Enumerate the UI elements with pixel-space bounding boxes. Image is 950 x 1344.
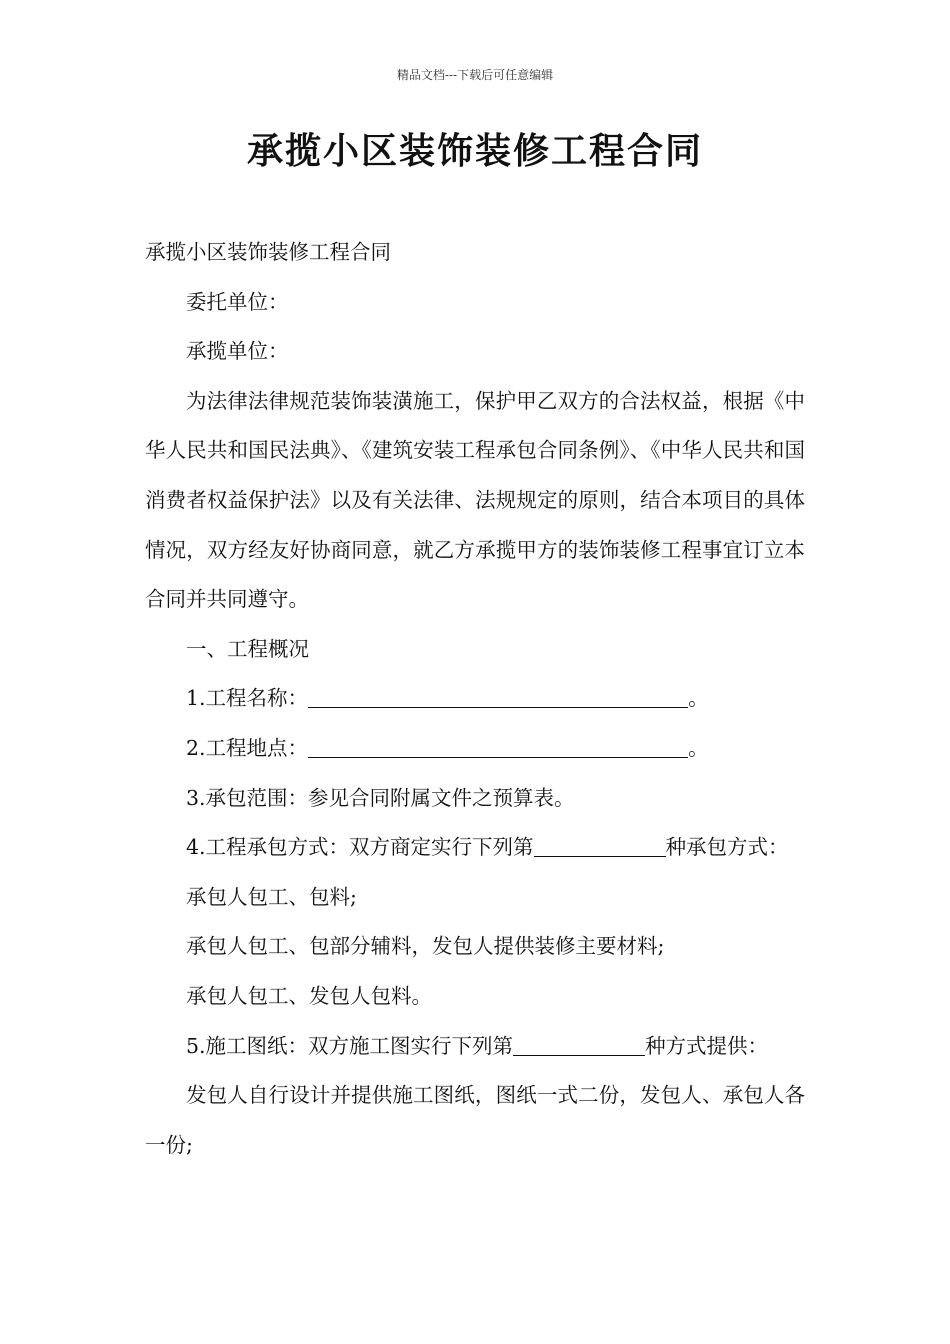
paragraph-client-unit: 委托单位： [186, 289, 289, 314]
drawings-text-a: 5.施工图纸：双方施工图实行下列第 [186, 1033, 514, 1058]
project-name-blank [308, 686, 688, 709]
drawings-text-b: 种方式提供： [645, 1033, 769, 1058]
project-location-blank [308, 735, 688, 758]
project-location-label: 2.工程地点： [186, 735, 309, 760]
paragraph-preamble: 为法律法律规范装饰装潢施工，保护甲乙双方的合法权益，根据《中华人民共和国民法典》、《建筑安装工程承包合同条例》、《中华人民共和国消费者权益保护法》以及有关法律、法规规定的原则，结合本项目的具体情况，双方经友好协商同意，就乙方承揽甲方的装饰装修工程事宜订立本合同并共同遵守。 [145, 388, 805, 612]
contract-method-text-a: 4.工程承包方式：双方商定实行下列第 [186, 835, 534, 860]
contract-method-blank [534, 835, 666, 858]
project-location-period: 。 [688, 735, 709, 760]
paragraph-option-labor-materials: 承包人包工、包料; [186, 884, 357, 909]
drawings-blank [513, 1033, 645, 1056]
paragraph-option-labor-only: 承包人包工、发包人包料。 [186, 983, 432, 1008]
paragraph-contractor-unit: 承揽单位： [186, 339, 289, 364]
page-header-note: 精品文档---下载后可任意编辑 [396, 68, 554, 82]
paragraph-scope: 3.承包范围：参见合同附属文件之预算表。 [186, 785, 575, 810]
paragraph-project-name [145, 674, 805, 724]
section-heading-overview: 一、工程概况 [186, 636, 309, 661]
project-name-label: 1.工程名称： [186, 686, 309, 711]
document-body [145, 228, 805, 1170]
contract-method-text-b: 种承包方式： [665, 835, 789, 860]
paragraph-project-location [145, 724, 805, 774]
project-name-period: 。 [688, 686, 709, 711]
paragraph-drawings-option: 发包人自行设计并提供施工图纸，图纸一式二份，发包人、承包人各一份; [145, 1083, 805, 1157]
document-title: 承揽小区装饰装修工程合同 [246, 131, 703, 172]
paragraph-subtitle: 承揽小区装饰装修工程合同 [145, 240, 391, 264]
paragraph-contract-method [145, 823, 805, 873]
paragraph-drawings [145, 1022, 805, 1072]
paragraph-option-partial-materials: 承包人包工、包部分辅料，发包人提供装修主要材料; [186, 934, 665, 959]
